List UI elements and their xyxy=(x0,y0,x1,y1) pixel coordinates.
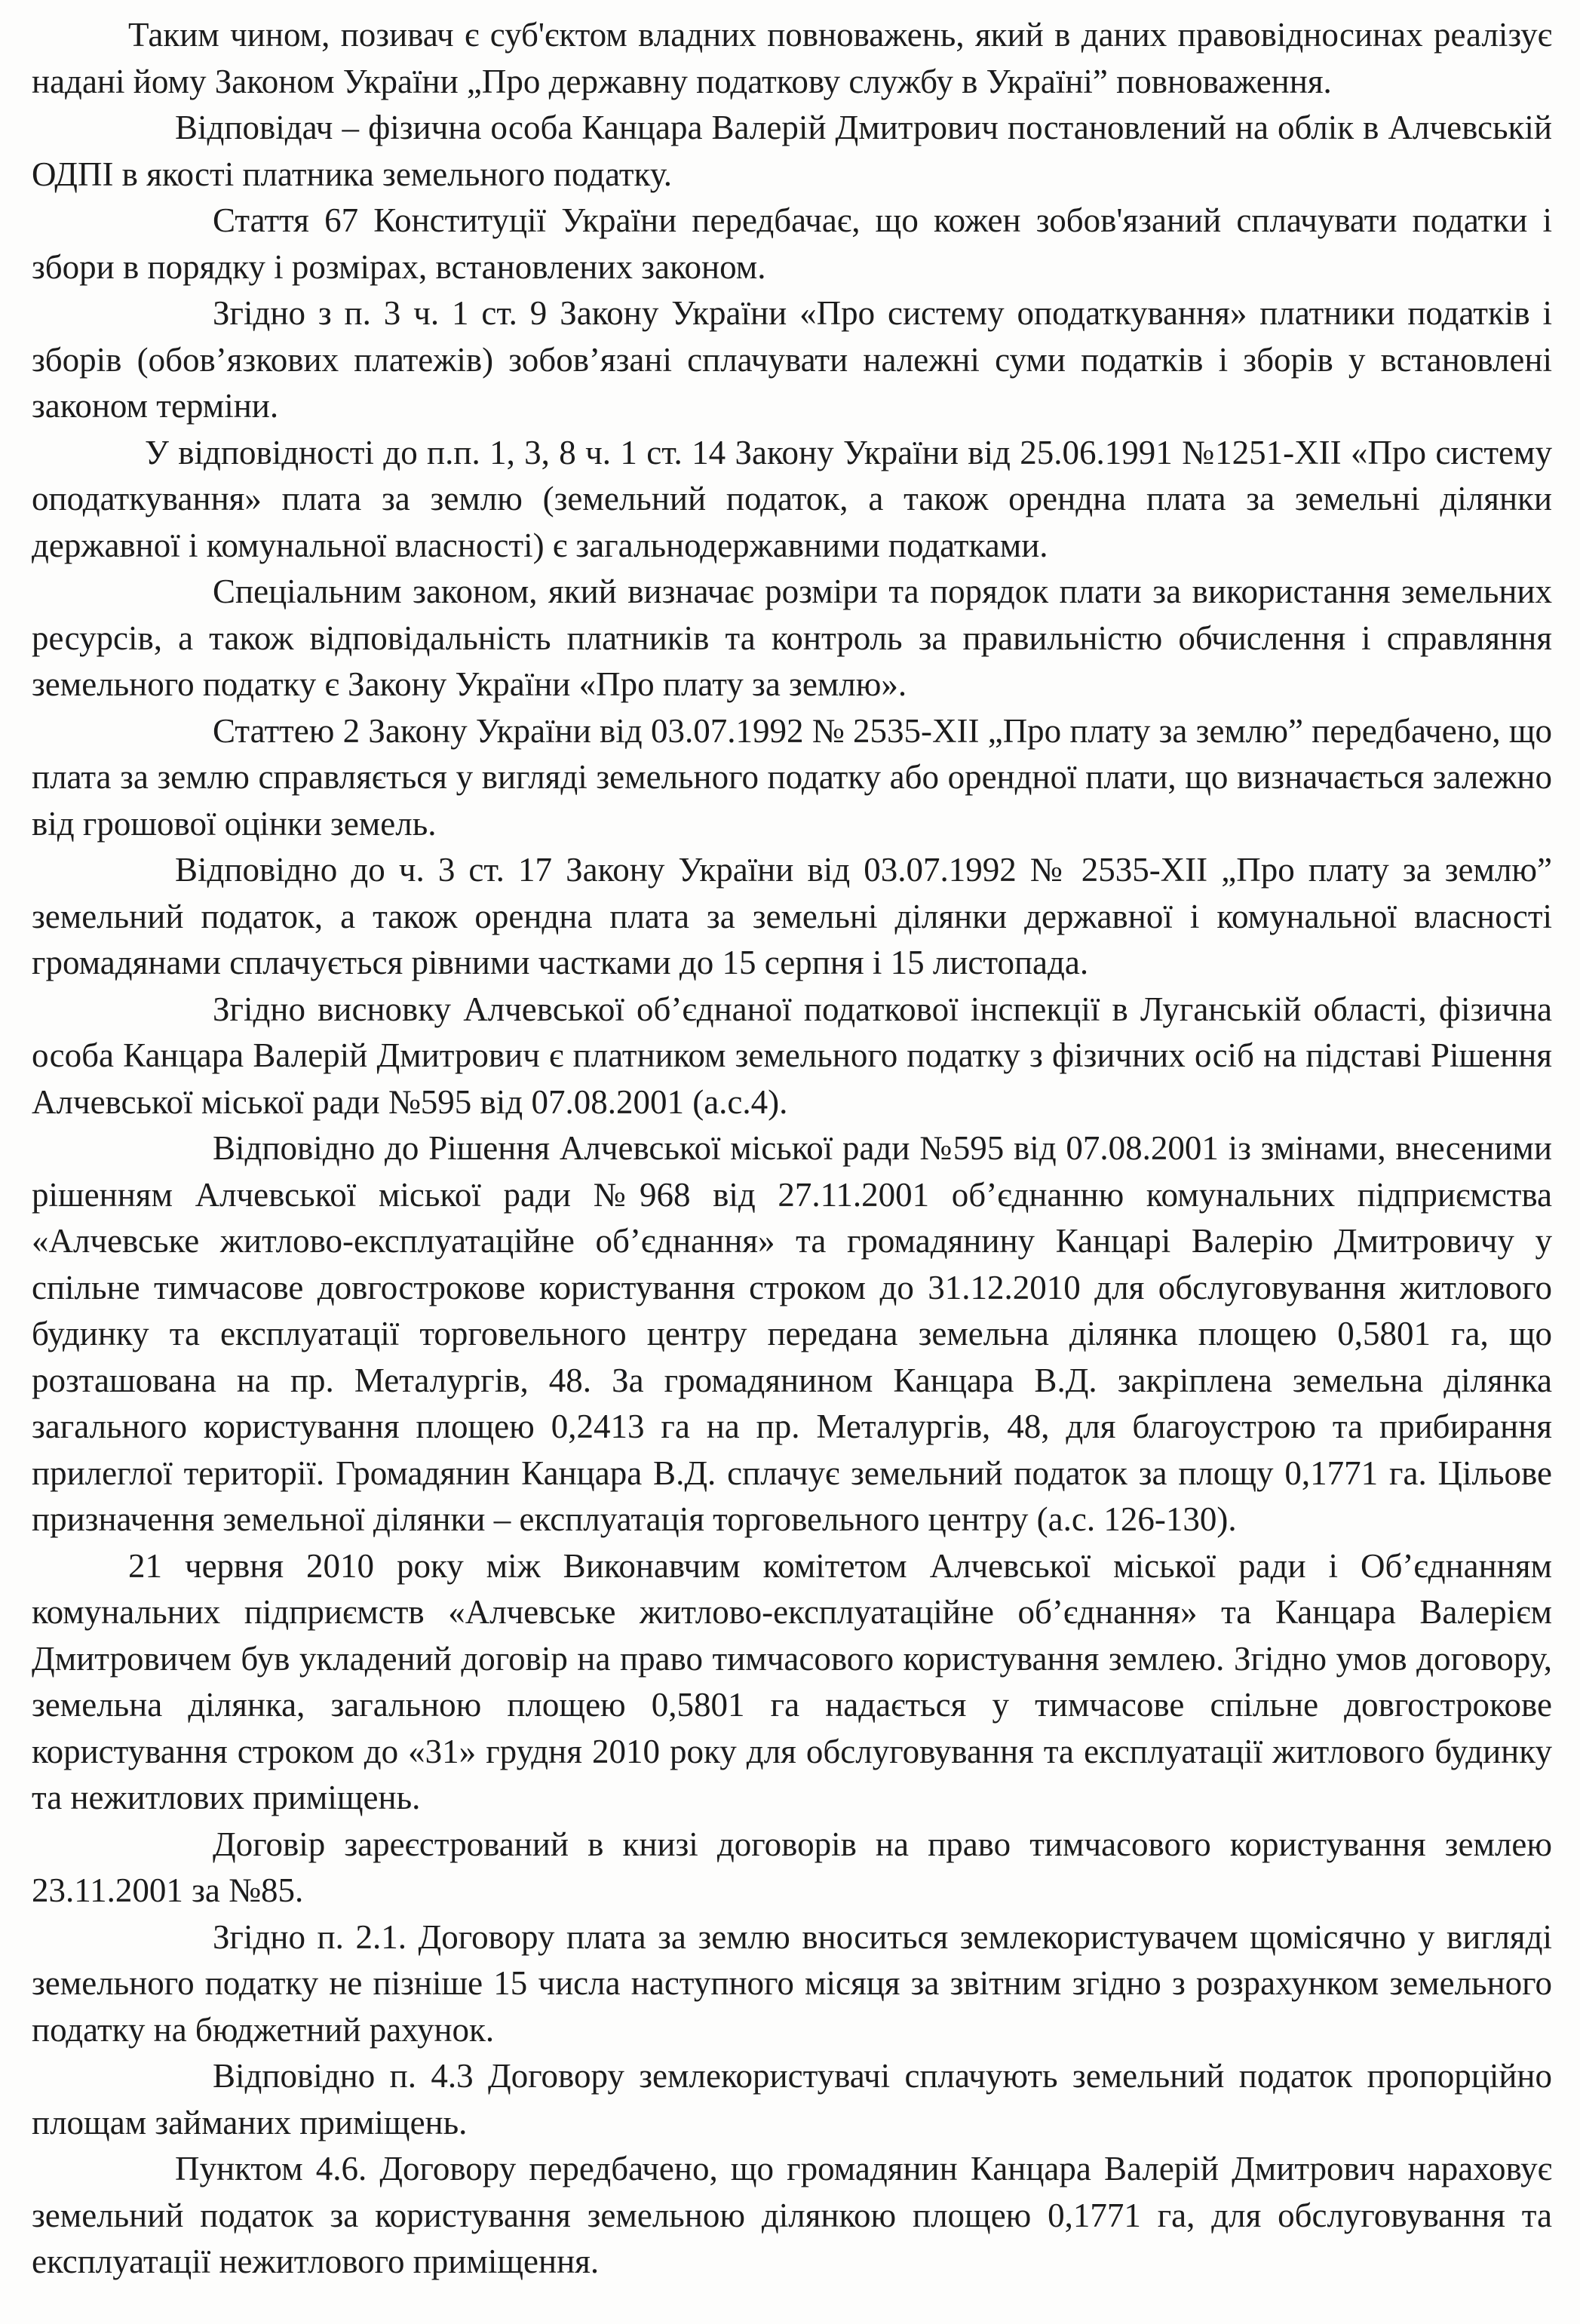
paragraph-3: Стаття 67 Конституції України передбачає, що кожен зобов'язаний сплачувати податки і збори в порядку і розмірах, встановлених законом. xyxy=(32,201,1552,286)
paragraph-8: Відповідно до ч. 3 ст. 17 Закону України від 03.07.1992 № 2535-ХІІ „Про плату за землю” земельний податок, а також орендна плата за земельні ділянки державної і комунальної власності громадянами сплачується рівними частками до 15 серпня і 15 листопада. xyxy=(32,851,1552,981)
paragraph-13: Згідно п. 2.1. Договору плата за землю вноситься землекористувачем щомісячно у вигляді земельного податку не пізніше 15 числа наступного місяця за звітним згідно з розрахунком земельного податку на бюджетний рахунок. xyxy=(32,1917,1552,2049)
paragraph-4: Згідно з п. 3 ч. 1 ст. 9 Закону України «Про систему оподаткування» платники податків і зборів (обов’язкових платежів) зобов’язані сплачувати належні суми податків і зборів у встановлені законом терміни. xyxy=(32,294,1552,425)
paragraph-15: Пунктом 4.6. Договору передбачено, що громадянин Канцара Валерій Дмитрович нараховує земельний податок за користування земельною ділянкою площею 0,1771 га, для обслуговування та експлуатації нежитлового приміщення. xyxy=(32,2150,1552,2280)
paragraph-5: У відповідності до п.п. 1, 3, 8 ч. 1 ст. 14 Закону України від 25.06.1991 №1251-ХІІ «Про систему оподаткування» плата за землю (земельний податок, а також орендна плата за земельні ділянки державної і комунальної власності) є загальнодержавними податками. xyxy=(32,433,1552,564)
paragraph-9: Згідно висновку Алчевської об’єднаної податкової інспекції в Луганській області, фізична особа Канцара Валерій Дмитрович є платником земельного податку з фізичних осіб на підставі Рішення Алчевської міської ради №595 від 07.08.2001 (а.с.4). xyxy=(32,990,1552,1121)
paragraph-6: Спеціальним законом, який визначає розміри та порядок плати за використання земельних ресурсів, а також відповідальність платників та контроль за правильністю обчислення і справляння земельного податку є Закону України «Про плату за землю». xyxy=(32,573,1552,703)
paragraph-7: Статтею 2 Закону України від 03.07.1992 № 2535-ХІІ „Про плату за землю” передбачено, що плата за землю справляється у вигляді земельного податку або орендної плати, що визначається залежно від грошової оцінки земель. xyxy=(32,711,1552,843)
paragraph-10: Відповідно до Рішення Алчевської міської ради №595 від 07.08.2001 із змінами, внесеними рішенням Алчевської міської ради №968 від 27.11.2001 об’єднанню комунальних підприємства «Алчевське житлово-експлуатаційне об’єднання» та громадянину Канцарі Валерію Дмитровичу у спільне тимчасове довгострокове користування строком до 31.12.2010 для обслуговування житлового будинку та експлуатації торговельного центру передана земельна ділянка площею 0,5801 га, що розташована на пр. Металургів, 48. За громадянином Канцара В.Д. закріплена земельна ділянка загального користування площею 0,2413 га на пр. Металургів, 48, для благоустрою та прибирання прилеглої території. Громадянин Канцара В.Д. сплачує земельний податок за площу 0,1771 га. Цільове призначення земельної ділянки – експлуатація торговельного центру (а.с. 126-130). xyxy=(32,1129,1552,1538)
paragraph-14: Відповідно п. 4.3 Договору землекористувачі сплачують земельний податок пропорційно площам займаних приміщень. xyxy=(32,2057,1552,2141)
document-body xyxy=(32,12,1552,2286)
paragraph-1: Таким чином, позивач є суб'єктом владних повноважень, який в даних правовідносинах реалізує надані йому Законом України „Про державну податкову службу в Україні” повноваження. xyxy=(32,16,1552,100)
paragraph-12: Договір зареєстрований в книзі договорів на право тимчасового користування землею 23.11.2001 за №85. xyxy=(32,1825,1552,1909)
paragraph-2: Відповідач – фізична особа Канцара Валерій Дмитрович постановлений на облік в Алчевській ОДПІ в якості платника земельного податку. xyxy=(32,109,1552,193)
paragraph-11: 21 червня 2010 року між Виконавчим комітетом Алчевської міської ради і Об’єднанням комунальних підприємств «Алчевське житлово-експлуатаційне об’єднання» та Канцара Валерієм Дмитровичем був укладений договір на право тимчасового користування землею. Згідно умов договору, земельна ділянка, загальною площею 0,5801 га надається у тимчасове спільне довгострокове користування строком до «31» грудня 2010 року для обслуговування та експлуатації житлового будинку та нежитлових приміщень. xyxy=(32,1546,1552,1816)
